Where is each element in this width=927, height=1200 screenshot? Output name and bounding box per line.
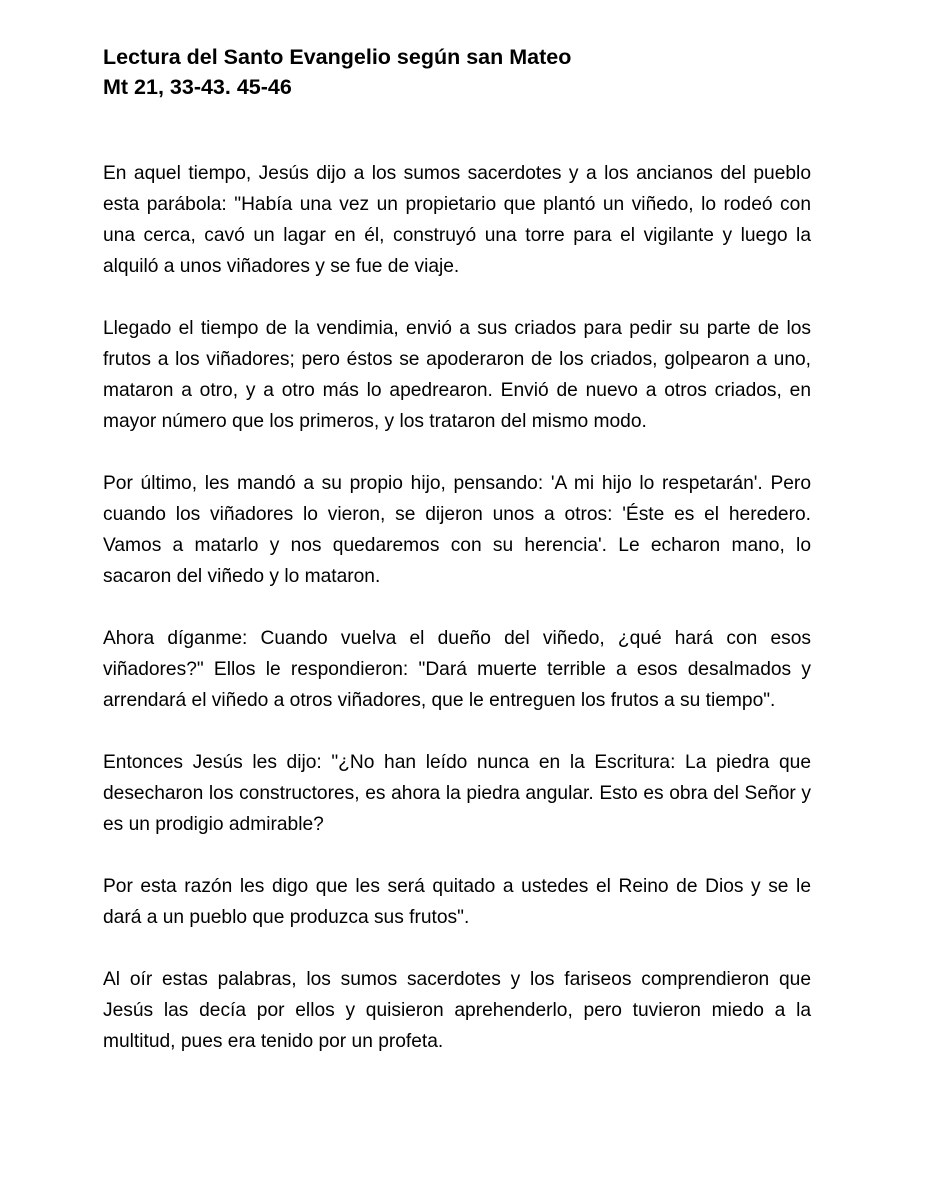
paragraph: En aquel tiempo, Jesús dijo a los sumos sacerdotes y a los ancianos del pueblo esta parábola: "Había una vez un propietario que plantó un viñedo, lo rodeó con una cerca, cavó un lagar en él, construyó una torre para el vigilante y luego la alquiló a unos viñadores y se fue de viaje. (103, 163, 811, 277)
paragraph: Por último, les mandó a su propio hijo, pensando: 'A mi hijo lo respetarán'. Pero cuando los viñadores lo vieron, se dijeron unos a otros: 'Éste es el heredero. Vamos a matarlo y nos quedaremos con su herencia'. Le echaron mano, lo sacaron del viñedo y lo mataron. (103, 473, 811, 587)
document-page (103, 42, 811, 1057)
title-block (103, 42, 811, 102)
paragraph: Entonces Jesús les dijo: "¿No han leído nunca en la Escritura: La piedra que desecharon los constructores, es ahora la piedra angular. Esto es obra del Señor y es un prodigio admirable? (103, 752, 811, 835)
paragraph: Al oír estas palabras, los sumos sacerdotes y los fariseos comprendieron que Jesús las decía por ellos y quisieron aprehenderlo, pero tuvieron miedo a la multitud, pues era tenido por un profeta. (103, 969, 811, 1052)
paragraph: Llegado el tiempo de la vendimia, envió a sus criados para pedir su parte de los frutos a los viñadores; pero éstos se apoderaron de los criados, golpearon a uno, mataron a otro, y a otro más lo apedrearon. Envió de nuevo a otros criados, en mayor número que los primeros, y los trataron del mismo modo. (103, 318, 811, 432)
document-title: Lectura del Santo Evangelio según san Mateo (103, 45, 572, 69)
paragraph: Ahora díganme: Cuando vuelva el dueño del viñedo, ¿qué hará con esos viñadores?" Ellos le respondieron: "Dará muerte terrible a esos desalmados y arrendará el viñedo a otros viñadores, que le entreguen los frutos a su tiempo". (103, 628, 811, 711)
paragraph: Por esta razón les digo que les será quitado a ustedes el Reino de Dios y se le dará a un pueblo que produzca sus frutos". (103, 876, 811, 928)
document-body (103, 158, 811, 1057)
scripture-reference: Mt 21, 33-43. 45-46 (103, 75, 292, 99)
